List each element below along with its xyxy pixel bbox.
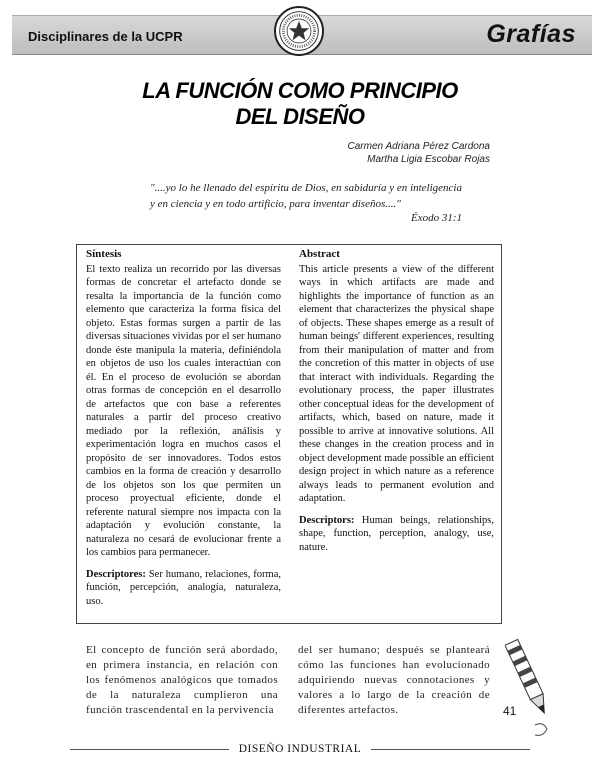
author-2: Martha Ligia Escobar Rojas bbox=[367, 154, 490, 165]
page-number: 41 bbox=[503, 704, 517, 718]
descriptores-value: Ser humano, relaciones, forma, función, percepción, analogía, naturaleza, uso. bbox=[86, 568, 281, 607]
university-seal-logo bbox=[274, 6, 324, 56]
descriptores-label: Descriptores: bbox=[86, 568, 146, 580]
article-title-line2: DEL DISEÑO bbox=[235, 104, 365, 129]
abstract-descriptors bbox=[299, 514, 494, 555]
epigraph-reference: Éxodo 31:1 bbox=[410, 212, 462, 224]
section-label: Disciplinares de la UCPR bbox=[28, 29, 183, 44]
epigraph-quote: "....yo lo he llenado del espíritu de Dios, en sabiduría y en inteligencia y en ciencia y en todo artificio, para inventar diseños...." bbox=[150, 182, 462, 210]
authors bbox=[348, 140, 490, 166]
abstract-column bbox=[299, 248, 494, 562]
footer-label: DISEÑO INDUSTRIAL bbox=[229, 743, 372, 755]
pencil-decoration-icon bbox=[505, 630, 555, 740]
sintesis-heading: Síntesis bbox=[86, 248, 122, 260]
sintesis-descriptors bbox=[86, 568, 281, 609]
body-text-right: del ser humano; después se planteará cómo las funciones han evolucionado adquiriendo nuevas connotaciones y valores a lo largo de la creación de diferentes artefactos. bbox=[298, 644, 490, 716]
sintesis-column bbox=[86, 248, 281, 616]
abstract-text: This article presents a view of the different ways in which artifacts are made and highlights the importance of function as an element that characterizes the physical shape of objects. These shapes emerge as a result of human beings' different experiences, resulting from their manipulation of matter and from the concretion of this matter in objects of use that interact with individuals. Regarding the evolutionary process, the paper illustrates other conceptual ideas for the development of artifacts, which, based on nature, made it possible to arrive at innovative solutions. All these changes in the creation process and in object development made possible an efficient design project in which nature as a reference always leads to permanent evolution and adaptation. bbox=[299, 263, 494, 504]
sintesis-text: El texto realiza un recorrido por las diversas formas de concretar el artefacto donde se resalta la importancia de la función como elemento que caracteriza la forma física del objeto. Estas formas surgen a partir de las diversas situaciones vividas por el ser humano donde éste manipula la materia, definiéndola en objetos de uso los cuales interactúan con él. En el proceso de evolución se abordan otras formas de concepción en el desarrollo de artefactos que con base a referentes naturales a partir del proceso creativo mediado por la reflexión, análisis y experimentación logra en muchos casos el propósito de ser innovadores. Todos estos cambios en la forma de creación y desarrollo de los objetos son los que permiten un proceso proyectual eficiente, donde el referente natural siempre nos impacta con la adaptación y evolución constante, la naturaleza no cesará de evolucionar frente a los cambios para permanecer. bbox=[86, 263, 281, 558]
author-1: Carmen Adriana Pérez Cardona bbox=[347, 141, 490, 152]
descriptors-label: Descriptors: bbox=[299, 514, 355, 526]
descriptors-value: Human beings, relationships, shape, function, perception, analogy, use, nature. bbox=[299, 514, 494, 553]
article-title-line1: LA FUNCIÓN COMO PRINCIPIO bbox=[142, 78, 458, 103]
brand-title: Grafías bbox=[486, 20, 576, 48]
footer bbox=[0, 743, 600, 755]
body-text-left: El concepto de función será abordado, en primera instancia, en relación con los fenómenos analógicos que tomados de la naturaleza cumplieron una función trascendental en la pervivencia bbox=[86, 644, 278, 716]
abstract-heading: Abstract bbox=[299, 248, 340, 260]
